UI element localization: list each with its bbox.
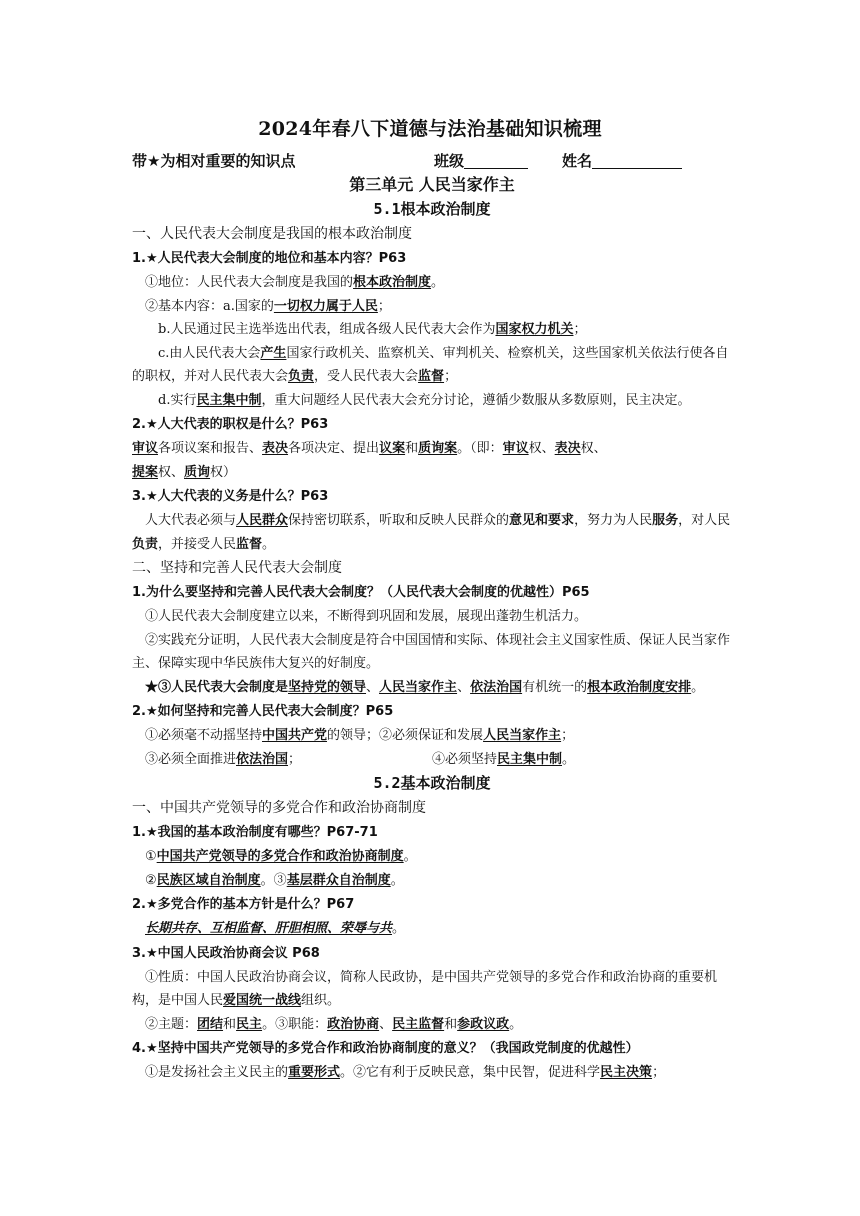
question-5-1-2: 2.★人大代表的职权是什么？P63 xyxy=(132,417,329,432)
question-5-2-3: 3.★中国人民政治协商会议 P68 xyxy=(132,945,320,961)
answer-line: ②主题：团结和民主。③职能：政治协商、民主监督和参政议政。 xyxy=(145,1016,523,1032)
document-meta-line xyxy=(132,150,732,172)
answer-line: ②实践充分证明，人民代表大会制度是符合中国国情和实际、体现社会主义国家性质、保证人民当家作主、保障实现中华民族伟大复兴的好制度。 xyxy=(132,632,731,671)
section-title-5-2: 5.2基本政治制度 xyxy=(373,774,491,792)
answer-line: 长期共存、互相监督、肝胆相照、荣辱与共。 xyxy=(145,921,406,936)
answer-line: ①必须毫不动摇坚持中国共产党的领导；②必须保证和发展人民当家作主； xyxy=(145,728,575,743)
document-title: 2024年春八下道德与法治基础知识梳理 xyxy=(258,118,602,140)
answer-line: ①是发扬社会主义民主的重要形式。②它有利于反映民意，集中民智，促进科学民主决策； xyxy=(145,1065,666,1080)
question-5-2-4: 4.★坚持中国共产党领导的多党合作和政治协商制度的意义？（我国政党制度的优越性） xyxy=(132,1041,639,1056)
heading-5-1-part-2: 二、坚持和完善人民代表大会制度 xyxy=(132,560,342,576)
answer-line: d.实行民主集中制，重大问题经人民代表大会充分讨论，遵循少数服从多数原则，民主决定。 xyxy=(158,392,691,408)
answer-line: ①地位：人民代表大会制度是我国的根本政治制度。 xyxy=(145,275,445,290)
answer-line: ②民族区域自治制度。③基层群众自治制度。 xyxy=(145,872,404,888)
answer-line: ①性质：中国人民政治协商会议，简称人民政协，是中国共产党领导的多党合作和政治协商的重要机构，是中国人民爱国统一战线组织。 xyxy=(132,969,718,1008)
answer-line: 人大代表必须与人民群众保持密切联系，听取和反映人民群众的意见和要求，努力为人民服务，对人民负责，并接受人民监督。 xyxy=(132,513,731,552)
key-term: 监督 xyxy=(418,369,445,384)
answer-line: c.由人民代表大会产生国家行政机关、监察机关、审判机关、检察机关，这些国家机关依法行使各自的职权，并对人民代表大会负责，受人民代表大会监督； xyxy=(132,345,729,384)
class-blank[interactable] xyxy=(464,153,528,169)
key-term: 一切权力属于人民 xyxy=(273,298,378,314)
name-field xyxy=(562,150,682,171)
key-term: 民主集中制 xyxy=(196,392,262,408)
name-blank[interactable] xyxy=(592,153,682,169)
key-term: 国家权力机关 xyxy=(495,322,574,337)
question-5-1-1: 1.★人民代表大会制度的地位和基本内容？P63 xyxy=(132,251,407,266)
answer-line: ①人民代表大会制度建立以来，不断得到巩固和发展，展现出蓬勃生机活力。 xyxy=(145,609,588,624)
answer-line: 审议各项议案和报告、表决各项决定、提出议案和质询案。（即：审议权、表决权、 提案权、质询权） xyxy=(132,441,607,480)
class-label: 班级 xyxy=(434,152,465,170)
heading-5-2-part-1: 一、中国共产党领导的多党合作和政治协商制度 xyxy=(132,800,426,816)
question-5-1-5: 2.★如何坚持和完善人民代表大会制度？P65 xyxy=(132,704,394,719)
question-5-1-4: 1.为什么要坚持和完善人民代表大会制度？（人民代表大会制度的优越性）P65 xyxy=(132,585,590,600)
question-5-2-1: 1.★我国的基本政治制度有哪些？P67-71 xyxy=(132,825,378,840)
name-label: 姓名 xyxy=(562,152,593,170)
question-5-2-2: 2.★多党合作的基本方针是什么？P67 xyxy=(132,897,355,912)
answer-line: ③必须全面推进依法治国； ④必须坚持民主集中制。 xyxy=(145,751,576,767)
question-5-1-3: 3.★人大代表的义务是什么？P63 xyxy=(132,489,329,504)
importance-note: 带★为相对重要的知识点 xyxy=(132,152,296,170)
section-title-5-1: 5.1根本政治制度 xyxy=(373,200,491,218)
class-field xyxy=(434,150,528,171)
key-term: 负责 xyxy=(288,369,315,384)
heading-5-1-part-1: 一、人民代表大会制度是我国的根本政治制度 xyxy=(132,226,412,242)
document-content xyxy=(132,173,732,1085)
answer-line: ①中国共产党领导的多党合作和政治协商制度。 xyxy=(145,849,417,864)
unit-title: 第三单元 人民当家作主 xyxy=(349,175,515,194)
answer-line: b.人民通过民主选举选出代表，组成各级人民代表大会作为国家权力机关； xyxy=(158,322,587,337)
answer-line: ②基本内容：a.国家的一切权力属于人民； xyxy=(145,298,391,314)
key-term: 产生 xyxy=(260,345,287,361)
key-term: 根本政治制度 xyxy=(353,275,432,290)
answer-line: ★③人民代表大会制度是坚持党的领导、人民当家作主、依法治国有机统一的根本政治制度安排。 xyxy=(145,679,705,695)
